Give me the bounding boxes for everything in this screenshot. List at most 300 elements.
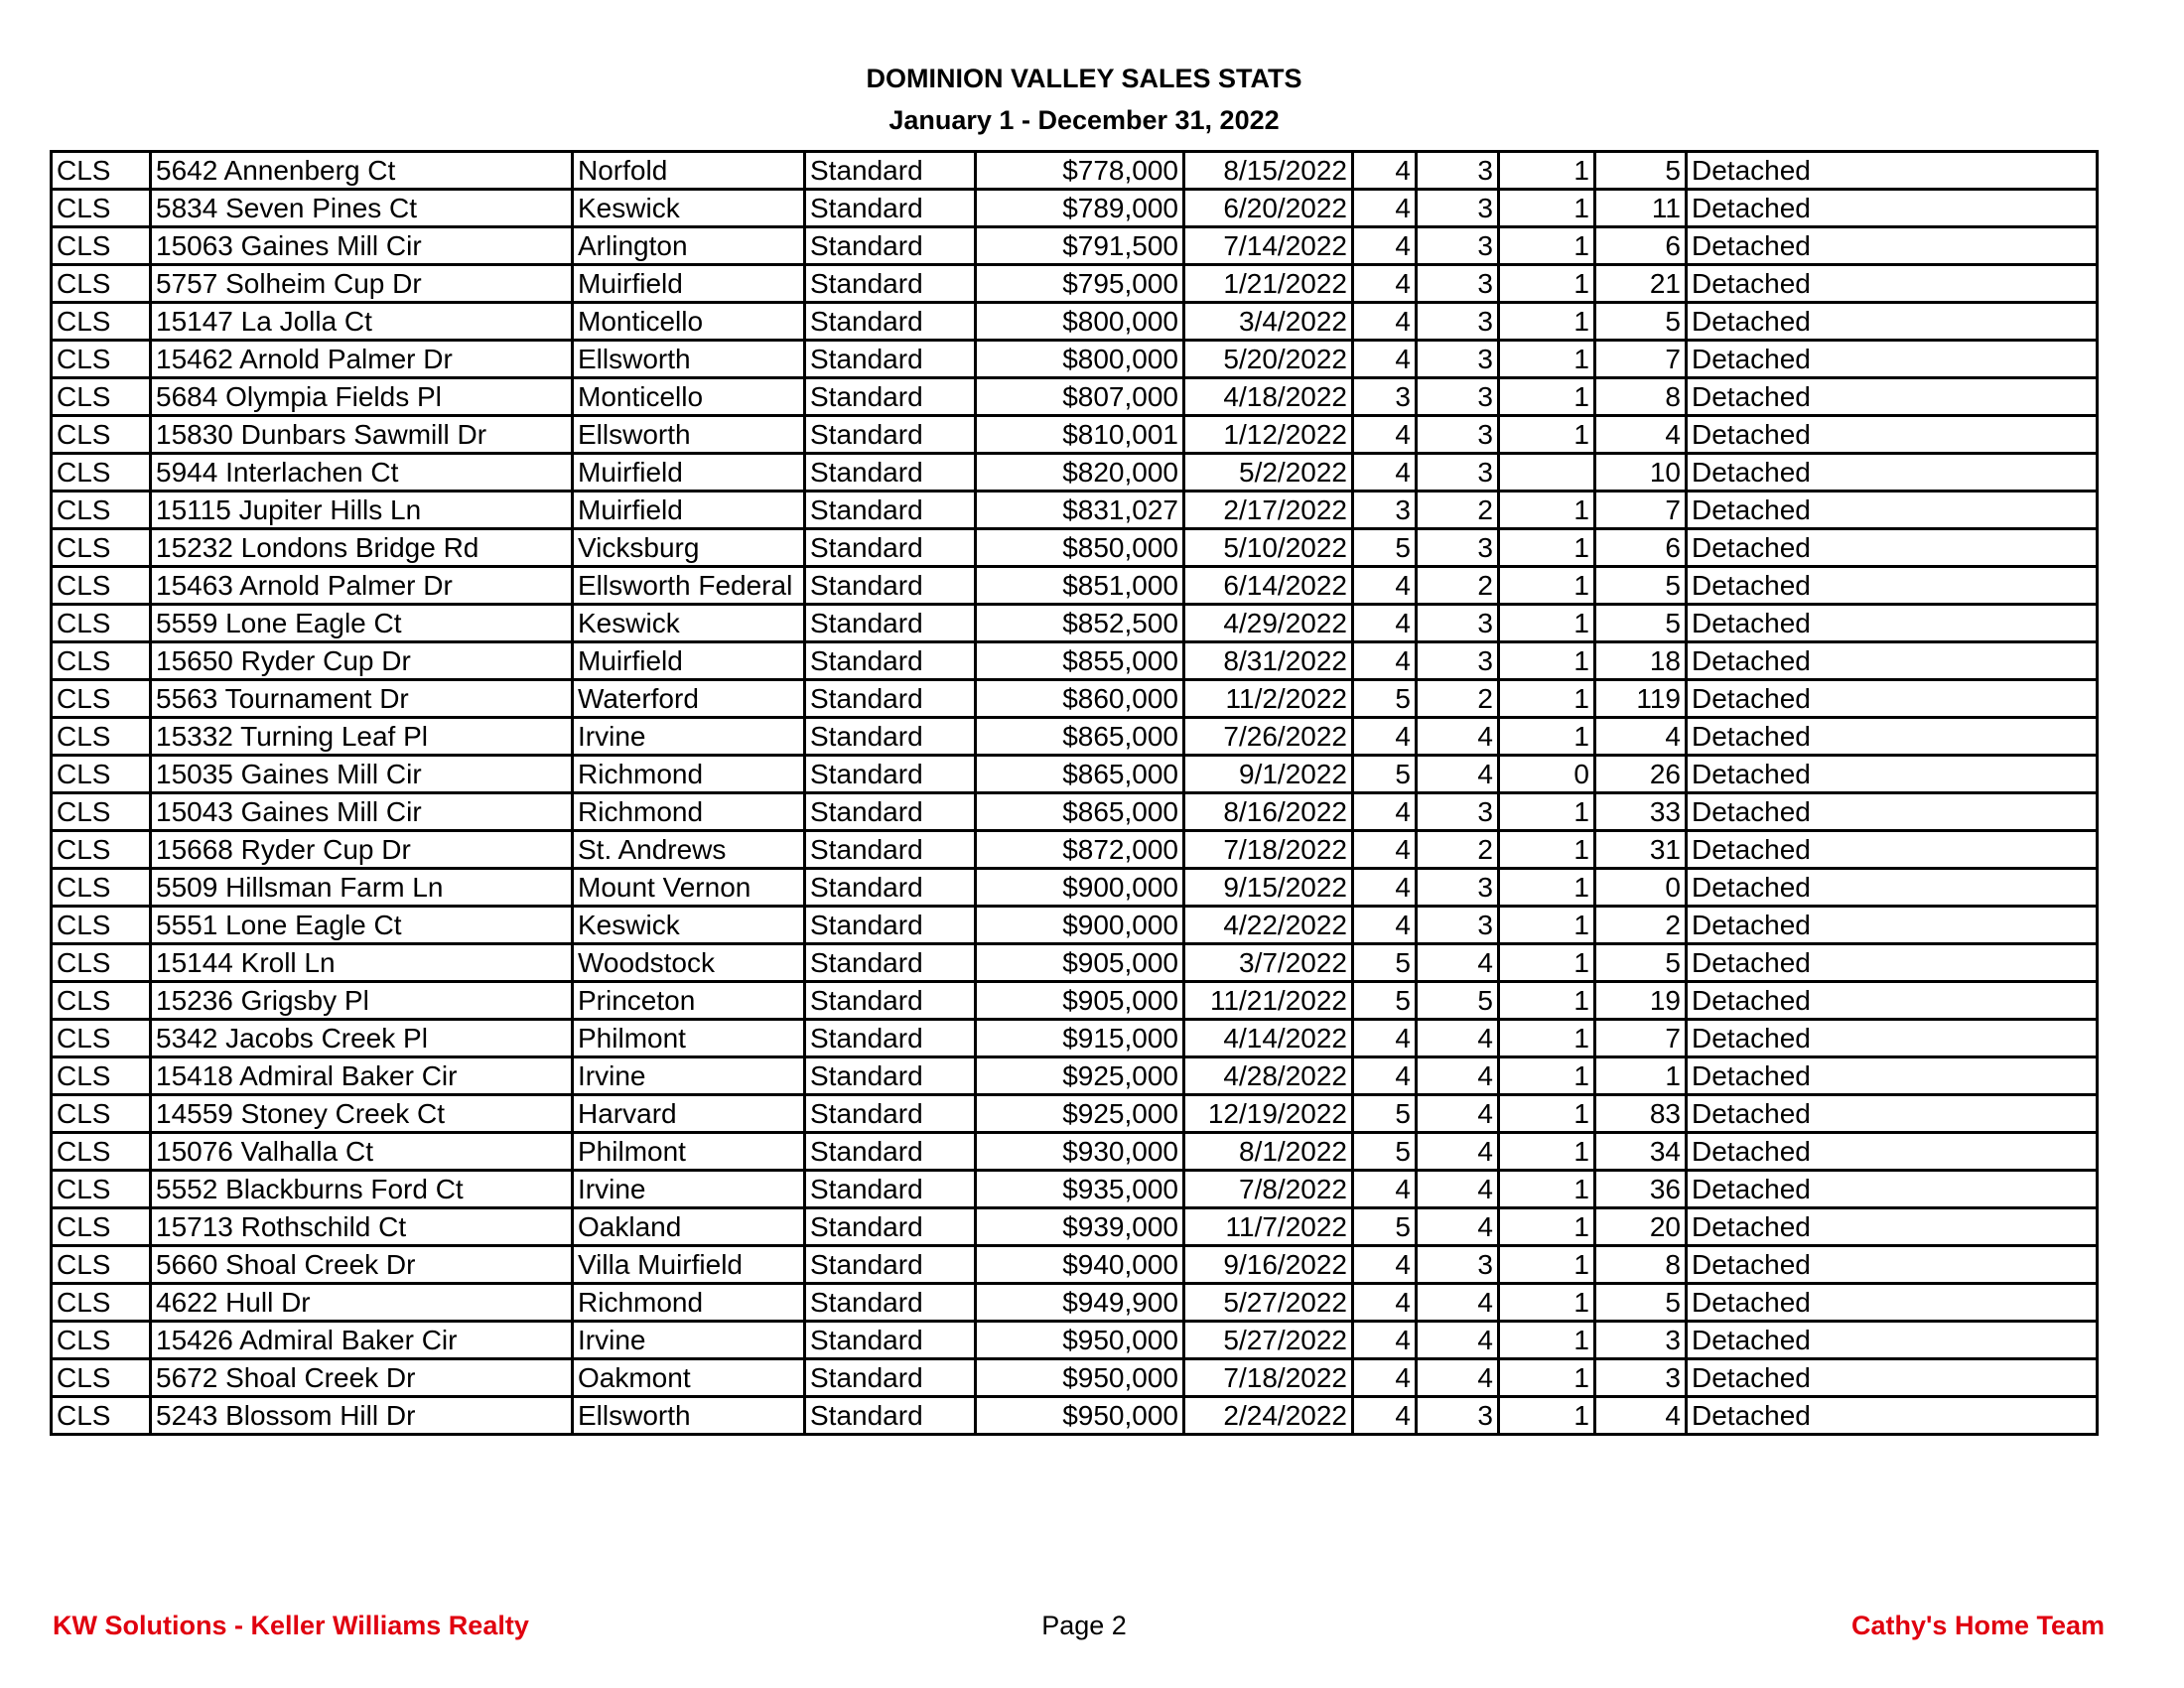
status-cell: CLS: [52, 1171, 151, 1208]
address-cell: 5944 Interlachen Ct: [151, 454, 573, 492]
table-row: [52, 1246, 2098, 1284]
dom-cell: 3: [1595, 1322, 1687, 1359]
dom-cell: 6: [1595, 529, 1687, 567]
close-date-cell: 1/21/2022: [1184, 265, 1353, 303]
price-cell: $872,000: [976, 831, 1184, 869]
style-cell: Detached: [1687, 529, 2098, 567]
beds-cell: 5: [1353, 680, 1417, 718]
half-baths-cell: 1: [1499, 341, 1595, 378]
close-date-cell: 5/2/2022: [1184, 454, 1353, 492]
status-cell: CLS: [52, 416, 151, 454]
dom-cell: 5: [1595, 944, 1687, 982]
subdivision-cell: Ellsworth: [573, 341, 805, 378]
full-baths-cell: 2: [1417, 567, 1499, 605]
close-date-cell: 4/29/2022: [1184, 605, 1353, 642]
status-cell: CLS: [52, 642, 151, 680]
close-date-cell: 9/16/2022: [1184, 1246, 1353, 1284]
price-cell: $915,000: [976, 1020, 1184, 1057]
half-baths-cell: 1: [1499, 944, 1595, 982]
subdivision-cell: Keswick: [573, 190, 805, 227]
status-cell: CLS: [52, 944, 151, 982]
price-cell: $851,000: [976, 567, 1184, 605]
subdivision-cell: Irvine: [573, 1171, 805, 1208]
half-baths-cell: 1: [1499, 1359, 1595, 1397]
close-date-cell: 2/24/2022: [1184, 1397, 1353, 1435]
price-cell: $855,000: [976, 642, 1184, 680]
beds-cell: 4: [1353, 567, 1417, 605]
sale-type-cell: Standard: [805, 982, 976, 1020]
address-cell: 15668 Ryder Cup Dr: [151, 831, 573, 869]
price-cell: $831,027: [976, 492, 1184, 529]
price-cell: $850,000: [976, 529, 1184, 567]
style-cell: Detached: [1687, 152, 2098, 190]
dom-cell: 34: [1595, 1133, 1687, 1171]
beds-cell: 4: [1353, 416, 1417, 454]
beds-cell: 4: [1353, 303, 1417, 341]
dom-cell: 7: [1595, 1020, 1687, 1057]
status-cell: CLS: [52, 529, 151, 567]
status-cell: CLS: [52, 152, 151, 190]
beds-cell: 4: [1353, 869, 1417, 907]
status-cell: CLS: [52, 1397, 151, 1435]
half-baths-cell: 1: [1499, 1057, 1595, 1095]
table-row: [52, 265, 2098, 303]
sale-type-cell: Standard: [805, 529, 976, 567]
dom-cell: 4: [1595, 416, 1687, 454]
status-cell: CLS: [52, 341, 151, 378]
close-date-cell: 5/10/2022: [1184, 529, 1353, 567]
dom-cell: 119: [1595, 680, 1687, 718]
beds-cell: 4: [1353, 605, 1417, 642]
status-cell: CLS: [52, 831, 151, 869]
status-cell: CLS: [52, 793, 151, 831]
address-cell: 4622 Hull Dr: [151, 1284, 573, 1322]
close-date-cell: 6/20/2022: [1184, 190, 1353, 227]
dom-cell: 8: [1595, 378, 1687, 416]
status-cell: CLS: [52, 492, 151, 529]
dom-cell: 6: [1595, 227, 1687, 265]
close-date-cell: 5/20/2022: [1184, 341, 1353, 378]
style-cell: Detached: [1687, 793, 2098, 831]
sale-type-cell: Standard: [805, 944, 976, 982]
half-baths-cell: 1: [1499, 869, 1595, 907]
style-cell: Detached: [1687, 642, 2098, 680]
price-cell: $778,000: [976, 152, 1184, 190]
dom-cell: 26: [1595, 756, 1687, 793]
sale-type-cell: Standard: [805, 227, 976, 265]
subdivision-cell: Muirfield: [573, 454, 805, 492]
page-title: DOMINION VALLEY SALES STATS: [866, 64, 1302, 93]
style-cell: Detached: [1687, 1133, 2098, 1171]
sale-type-cell: Standard: [805, 454, 976, 492]
beds-cell: 4: [1353, 1284, 1417, 1322]
status-cell: CLS: [52, 982, 151, 1020]
address-cell: 5559 Lone Eagle Ct: [151, 605, 573, 642]
table-row: [52, 944, 2098, 982]
status-cell: CLS: [52, 1322, 151, 1359]
beds-cell: 4: [1353, 1322, 1417, 1359]
close-date-cell: 12/19/2022: [1184, 1095, 1353, 1133]
half-baths-cell: 1: [1499, 982, 1595, 1020]
address-cell: 15115 Jupiter Hills Ln: [151, 492, 573, 529]
address-cell: 15144 Kroll Ln: [151, 944, 573, 982]
half-baths-cell: 1: [1499, 567, 1595, 605]
table-row: [52, 378, 2098, 416]
style-cell: Detached: [1687, 1171, 2098, 1208]
sale-type-cell: Standard: [805, 1057, 976, 1095]
table-row: [52, 1359, 2098, 1397]
style-cell: Detached: [1687, 303, 2098, 341]
status-cell: CLS: [52, 907, 151, 944]
full-baths-cell: 3: [1417, 869, 1499, 907]
status-cell: CLS: [52, 1208, 151, 1246]
beds-cell: 4: [1353, 227, 1417, 265]
sale-type-cell: Standard: [805, 1397, 976, 1435]
address-cell: 15232 Londons Bridge Rd: [151, 529, 573, 567]
style-cell: Detached: [1687, 869, 2098, 907]
table-row: [52, 869, 2098, 907]
price-cell: $860,000: [976, 680, 1184, 718]
table-row: [52, 756, 2098, 793]
beds-cell: 4: [1353, 1171, 1417, 1208]
address-cell: 15418 Admiral Baker Cir: [151, 1057, 573, 1095]
beds-cell: 5: [1353, 1133, 1417, 1171]
style-cell: Detached: [1687, 1208, 2098, 1246]
close-date-cell: 4/14/2022: [1184, 1020, 1353, 1057]
sale-type-cell: Standard: [805, 1020, 976, 1057]
price-cell: $865,000: [976, 718, 1184, 756]
price-cell: $925,000: [976, 1095, 1184, 1133]
style-cell: Detached: [1687, 567, 2098, 605]
address-cell: 5243 Blossom Hill Dr: [151, 1397, 573, 1435]
price-cell: $865,000: [976, 756, 1184, 793]
table-row: [52, 567, 2098, 605]
price-cell: $950,000: [976, 1359, 1184, 1397]
table-row: [52, 227, 2098, 265]
half-baths-cell: 1: [1499, 1322, 1595, 1359]
dom-cell: 5: [1595, 605, 1687, 642]
style-cell: Detached: [1687, 1057, 2098, 1095]
close-date-cell: 1/12/2022: [1184, 416, 1353, 454]
status-cell: CLS: [52, 303, 151, 341]
subdivision-cell: Ellsworth: [573, 416, 805, 454]
sale-type-cell: Standard: [805, 642, 976, 680]
table-row: [52, 605, 2098, 642]
style-cell: Detached: [1687, 1322, 2098, 1359]
full-baths-cell: 3: [1417, 303, 1499, 341]
table-row: [52, 1397, 2098, 1435]
address-cell: 5660 Shoal Creek Dr: [151, 1246, 573, 1284]
sale-type-cell: Standard: [805, 152, 976, 190]
subdivision-cell: Richmond: [573, 1284, 805, 1322]
subdivision-cell: Muirfield: [573, 265, 805, 303]
dom-cell: 11: [1595, 190, 1687, 227]
status-cell: CLS: [52, 718, 151, 756]
sale-type-cell: Standard: [805, 1284, 976, 1322]
style-cell: Detached: [1687, 756, 2098, 793]
half-baths-cell: 1: [1499, 152, 1595, 190]
dom-cell: 1: [1595, 1057, 1687, 1095]
subdivision-cell: Norfold: [573, 152, 805, 190]
subdivision-cell: Oakmont: [573, 1359, 805, 1397]
sale-type-cell: Standard: [805, 605, 976, 642]
table-row: [52, 907, 2098, 944]
price-cell: $865,000: [976, 793, 1184, 831]
price-cell: $950,000: [976, 1322, 1184, 1359]
footer-brokerage: KW Solutions - Keller Williams Realty: [53, 1611, 529, 1640]
full-baths-cell: 3: [1417, 227, 1499, 265]
style-cell: Detached: [1687, 492, 2098, 529]
price-cell: $930,000: [976, 1133, 1184, 1171]
price-cell: $905,000: [976, 944, 1184, 982]
sale-type-cell: Standard: [805, 793, 976, 831]
full-baths-cell: 4: [1417, 1322, 1499, 1359]
full-baths-cell: 3: [1417, 907, 1499, 944]
subdivision-cell: Princeton: [573, 982, 805, 1020]
full-baths-cell: 4: [1417, 944, 1499, 982]
subdivision-cell: Woodstock: [573, 944, 805, 982]
half-baths-cell: 1: [1499, 1095, 1595, 1133]
address-cell: 15035 Gaines Mill Cir: [151, 756, 573, 793]
dom-cell: 4: [1595, 1397, 1687, 1435]
subdivision-cell: Irvine: [573, 1057, 805, 1095]
close-date-cell: 11/21/2022: [1184, 982, 1353, 1020]
subdivision-cell: Oakland: [573, 1208, 805, 1246]
half-baths-cell: 1: [1499, 1171, 1595, 1208]
price-cell: $939,000: [976, 1208, 1184, 1246]
full-baths-cell: 5: [1417, 982, 1499, 1020]
style-cell: Detached: [1687, 907, 2098, 944]
beds-cell: 4: [1353, 152, 1417, 190]
beds-cell: 5: [1353, 529, 1417, 567]
beds-cell: 4: [1353, 831, 1417, 869]
style-cell: Detached: [1687, 1359, 2098, 1397]
table-row: [52, 1095, 2098, 1133]
half-baths-cell: 1: [1499, 907, 1595, 944]
close-date-cell: 2/17/2022: [1184, 492, 1353, 529]
half-baths-cell: [1499, 454, 1595, 492]
subdivision-cell: Harvard: [573, 1095, 805, 1133]
subdivision-cell: Muirfield: [573, 642, 805, 680]
style-cell: Detached: [1687, 265, 2098, 303]
dom-cell: 4: [1595, 718, 1687, 756]
full-baths-cell: 4: [1417, 756, 1499, 793]
full-baths-cell: 4: [1417, 1208, 1499, 1246]
full-baths-cell: 3: [1417, 642, 1499, 680]
dom-cell: 31: [1595, 831, 1687, 869]
half-baths-cell: 1: [1499, 642, 1595, 680]
sale-type-cell: Standard: [805, 416, 976, 454]
price-cell: $807,000: [976, 378, 1184, 416]
status-cell: CLS: [52, 378, 151, 416]
half-baths-cell: 1: [1499, 492, 1595, 529]
price-cell: $925,000: [976, 1057, 1184, 1095]
full-baths-cell: 3: [1417, 1397, 1499, 1435]
status-cell: CLS: [52, 1246, 151, 1284]
status-cell: CLS: [52, 1057, 151, 1095]
beds-cell: 3: [1353, 492, 1417, 529]
beds-cell: 4: [1353, 718, 1417, 756]
half-baths-cell: 1: [1499, 831, 1595, 869]
sale-type-cell: Standard: [805, 756, 976, 793]
price-cell: $791,500: [976, 227, 1184, 265]
beds-cell: 4: [1353, 1020, 1417, 1057]
dom-cell: 33: [1595, 793, 1687, 831]
price-cell: $900,000: [976, 907, 1184, 944]
close-date-cell: 7/18/2022: [1184, 831, 1353, 869]
dom-cell: 20: [1595, 1208, 1687, 1246]
subdivision-cell: Arlington: [573, 227, 805, 265]
table-row: [52, 1322, 2098, 1359]
close-date-cell: 9/1/2022: [1184, 756, 1353, 793]
style-cell: Detached: [1687, 680, 2098, 718]
full-baths-cell: 3: [1417, 378, 1499, 416]
price-cell: $852,500: [976, 605, 1184, 642]
address-cell: 5672 Shoal Creek Dr: [151, 1359, 573, 1397]
address-cell: 5342 Jacobs Creek Pl: [151, 1020, 573, 1057]
table-row: [52, 416, 2098, 454]
status-cell: CLS: [52, 567, 151, 605]
subdivision-cell: Ellsworth: [573, 1397, 805, 1435]
dom-cell: 5: [1595, 567, 1687, 605]
address-cell: 5642 Annenberg Ct: [151, 152, 573, 190]
table-row: [52, 341, 2098, 378]
close-date-cell: 6/14/2022: [1184, 567, 1353, 605]
status-cell: CLS: [52, 1284, 151, 1322]
status-cell: CLS: [52, 190, 151, 227]
beds-cell: 5: [1353, 756, 1417, 793]
address-cell: 15063 Gaines Mill Cir: [151, 227, 573, 265]
address-cell: 15650 Ryder Cup Dr: [151, 642, 573, 680]
price-cell: $789,000: [976, 190, 1184, 227]
half-baths-cell: 1: [1499, 1246, 1595, 1284]
dom-cell: 19: [1595, 982, 1687, 1020]
table-row: [52, 1171, 2098, 1208]
full-baths-cell: 4: [1417, 1095, 1499, 1133]
status-cell: CLS: [52, 756, 151, 793]
full-baths-cell: 3: [1417, 416, 1499, 454]
subdivision-cell: Keswick: [573, 907, 805, 944]
price-cell: $905,000: [976, 982, 1184, 1020]
close-date-cell: 5/27/2022: [1184, 1322, 1353, 1359]
address-cell: 15426 Admiral Baker Cir: [151, 1322, 573, 1359]
beds-cell: 3: [1353, 378, 1417, 416]
sale-type-cell: Standard: [805, 1208, 976, 1246]
full-baths-cell: 4: [1417, 1359, 1499, 1397]
subdivision-cell: Muirfield: [573, 492, 805, 529]
table-row: [52, 1208, 2098, 1246]
beds-cell: 4: [1353, 1397, 1417, 1435]
price-cell: $900,000: [976, 869, 1184, 907]
sale-type-cell: Standard: [805, 190, 976, 227]
subdivision-cell: Monticello: [573, 378, 805, 416]
address-cell: 15462 Arnold Palmer Dr: [151, 341, 573, 378]
style-cell: Detached: [1687, 416, 2098, 454]
table-row: [52, 1020, 2098, 1057]
style-cell: Detached: [1687, 190, 2098, 227]
table-row: [52, 642, 2098, 680]
full-baths-cell: 3: [1417, 341, 1499, 378]
table-row: [52, 190, 2098, 227]
dom-cell: 36: [1595, 1171, 1687, 1208]
half-baths-cell: 1: [1499, 378, 1595, 416]
subdivision-cell: Vicksburg: [573, 529, 805, 567]
price-cell: $949,900: [976, 1284, 1184, 1322]
dom-cell: 5: [1595, 303, 1687, 341]
sales-table: [50, 150, 2099, 1436]
subdivision-cell: Villa Muirfield: [573, 1246, 805, 1284]
table-row: [52, 529, 2098, 567]
status-cell: CLS: [52, 1133, 151, 1171]
full-baths-cell: 2: [1417, 492, 1499, 529]
style-cell: Detached: [1687, 454, 2098, 492]
full-baths-cell: 3: [1417, 793, 1499, 831]
style-cell: Detached: [1687, 1095, 2098, 1133]
sale-type-cell: Standard: [805, 869, 976, 907]
page-subtitle: January 1 - December 31, 2022: [888, 105, 1280, 135]
full-baths-cell: 4: [1417, 1133, 1499, 1171]
subdivision-cell: Mount Vernon: [573, 869, 805, 907]
sale-type-cell: Standard: [805, 492, 976, 529]
style-cell: Detached: [1687, 718, 2098, 756]
beds-cell: 5: [1353, 1208, 1417, 1246]
full-baths-cell: 4: [1417, 1020, 1499, 1057]
sale-type-cell: Standard: [805, 1322, 976, 1359]
price-cell: $800,000: [976, 303, 1184, 341]
full-baths-cell: 3: [1417, 454, 1499, 492]
page-number: Page 2: [1041, 1611, 1127, 1640]
close-date-cell: 11/7/2022: [1184, 1208, 1353, 1246]
close-date-cell: 8/16/2022: [1184, 793, 1353, 831]
sale-type-cell: Standard: [805, 341, 976, 378]
dom-cell: 7: [1595, 492, 1687, 529]
table-row: [52, 1133, 2098, 1171]
subdivision-cell: St. Andrews: [573, 831, 805, 869]
table-row: [52, 152, 2098, 190]
subdivision-cell: Monticello: [573, 303, 805, 341]
table-row: [52, 680, 2098, 718]
half-baths-cell: 1: [1499, 605, 1595, 642]
half-baths-cell: 1: [1499, 680, 1595, 718]
subdivision-cell: Irvine: [573, 1322, 805, 1359]
close-date-cell: 4/22/2022: [1184, 907, 1353, 944]
close-date-cell: 7/8/2022: [1184, 1171, 1353, 1208]
close-date-cell: 7/14/2022: [1184, 227, 1353, 265]
address-cell: 15043 Gaines Mill Cir: [151, 793, 573, 831]
full-baths-cell: 2: [1417, 831, 1499, 869]
full-baths-cell: 4: [1417, 1057, 1499, 1095]
address-cell: 5684 Olympia Fields Pl: [151, 378, 573, 416]
beds-cell: 4: [1353, 265, 1417, 303]
sale-type-cell: Standard: [805, 1133, 976, 1171]
dom-cell: 5: [1595, 1284, 1687, 1322]
half-baths-cell: 1: [1499, 1020, 1595, 1057]
beds-cell: 4: [1353, 190, 1417, 227]
subdivision-cell: Ellsworth Federal: [573, 567, 805, 605]
full-baths-cell: 3: [1417, 529, 1499, 567]
half-baths-cell: 1: [1499, 1284, 1595, 1322]
table-row: [52, 982, 2098, 1020]
half-baths-cell: 1: [1499, 303, 1595, 341]
half-baths-cell: 0: [1499, 756, 1595, 793]
full-baths-cell: 4: [1417, 1171, 1499, 1208]
style-cell: Detached: [1687, 341, 2098, 378]
address-cell: 15076 Valhalla Ct: [151, 1133, 573, 1171]
style-cell: Detached: [1687, 982, 2098, 1020]
sale-type-cell: Standard: [805, 718, 976, 756]
status-cell: CLS: [52, 1095, 151, 1133]
close-date-cell: 4/18/2022: [1184, 378, 1353, 416]
